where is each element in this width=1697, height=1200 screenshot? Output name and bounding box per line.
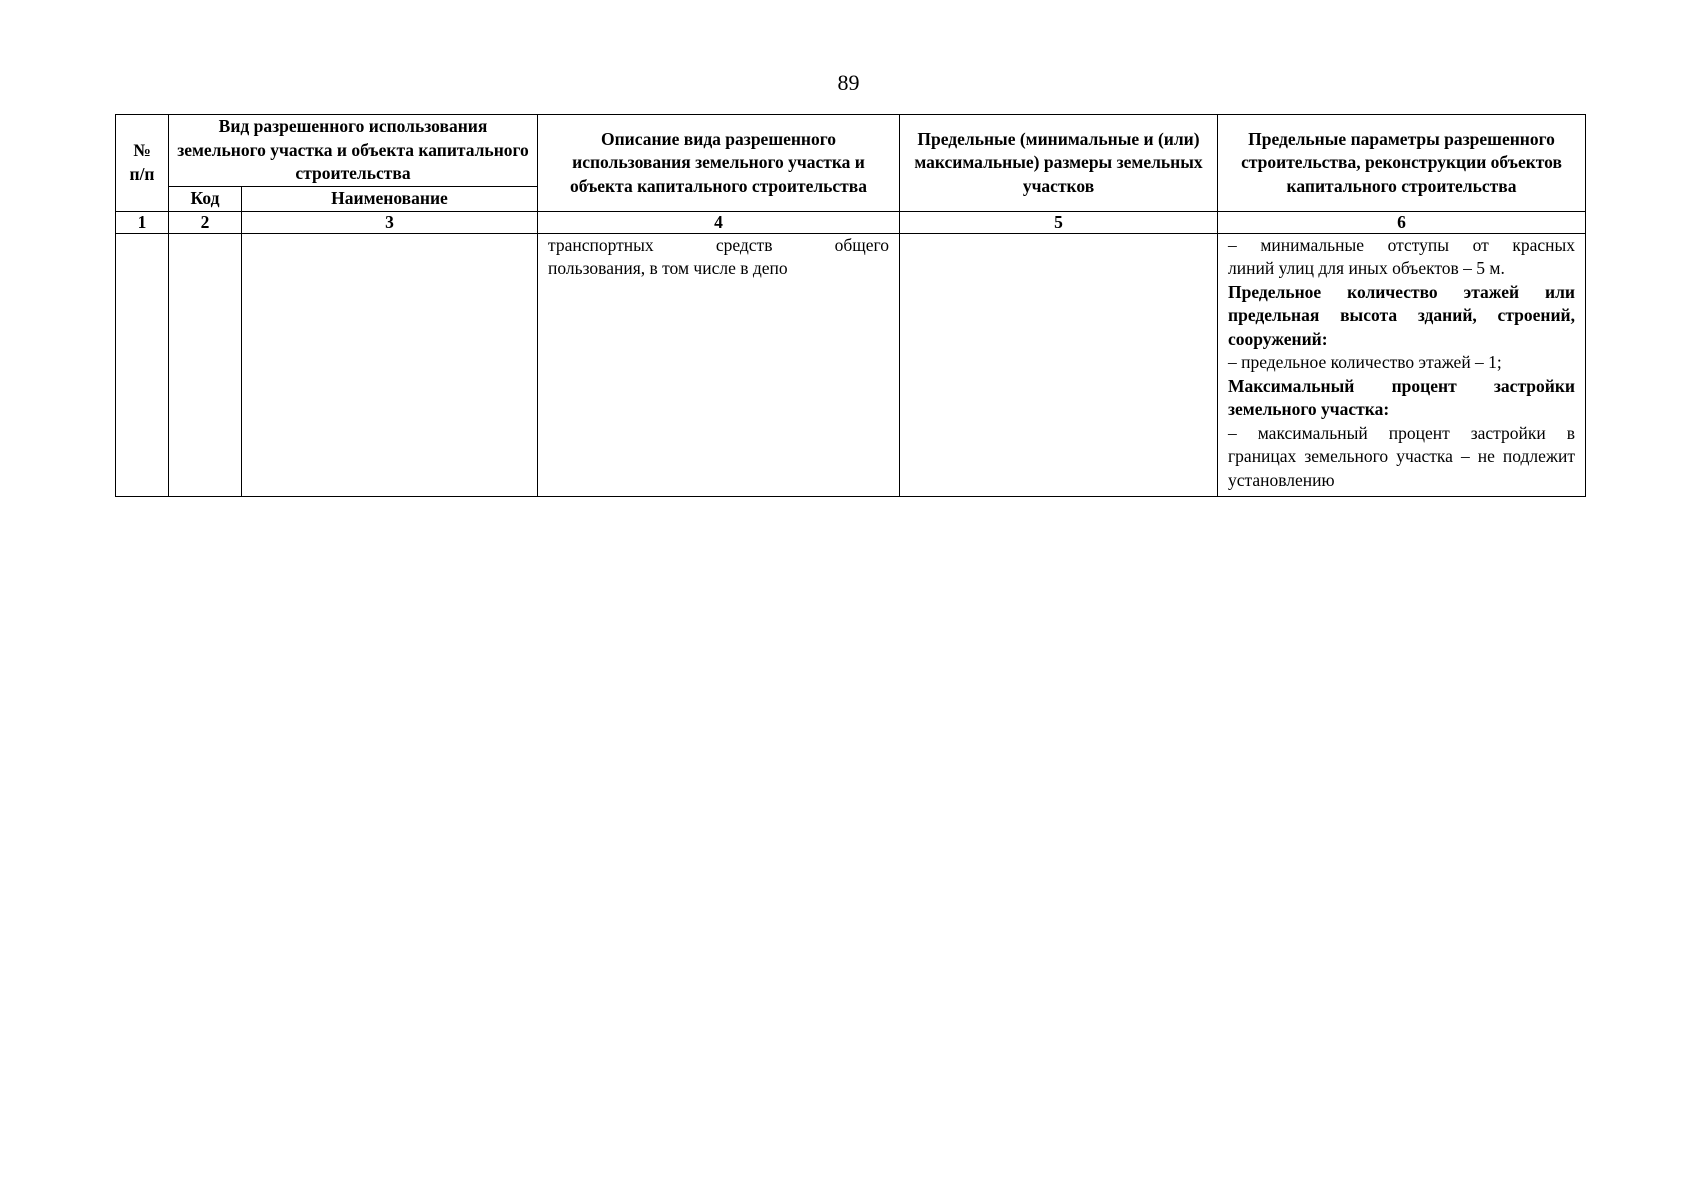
header-name: Наименование [242,187,538,212]
header-description: Описание вида разрешенного использования земельного участка и объекта капитального строительства [538,115,900,212]
params-text: – максимальный процент застройки в границах земельного участка – не подлежит установлению [1228,422,1575,490]
cell-num [116,233,169,496]
table-row [116,233,1586,496]
header-plot-sizes: Предельные (минимальные и (или) максимальные) размеры земельных участков [900,115,1218,212]
header-num: № п/п [116,115,169,212]
column-number: 4 [538,211,900,233]
header-construction-params: Предельные параметры разрешенного строительства, реконструкции объектов капитального строительства [1218,115,1586,212]
header-code: Код [169,187,242,212]
params-text: – предельное количество этажей – 1; [1228,352,1502,372]
column-number: 2 [169,211,242,233]
description-line: пользования, в том числе в депо [548,258,788,278]
params-heading: Максимальный процент застройки земельного участка: [1228,375,1575,419]
column-number: 5 [900,211,1218,233]
cell-construction-params [1218,233,1586,496]
page-number: 89 [837,70,860,95]
params-heading: Предельное количество этажей или предельная высота зданий, строений, сооружений: [1228,281,1575,349]
cell-description [538,233,900,496]
description-line: транспортных средств общего [548,234,889,255]
regulations-table [115,114,1586,497]
column-number: 3 [242,211,538,233]
cell-plot-sizes [900,233,1218,496]
params-text: – минимальные отступы от красных [1228,234,1575,255]
cell-name [242,233,538,496]
column-number: 1 [116,211,169,233]
cell-code [169,233,242,496]
params-text: линий улиц для иных объектов – 5 м. [1228,258,1505,278]
column-number: 6 [1218,211,1586,233]
column-number-row [116,211,1586,233]
header-permitted-use-group: Вид разрешенного использования земельного участка и объекта капитального строительства [169,115,538,187]
